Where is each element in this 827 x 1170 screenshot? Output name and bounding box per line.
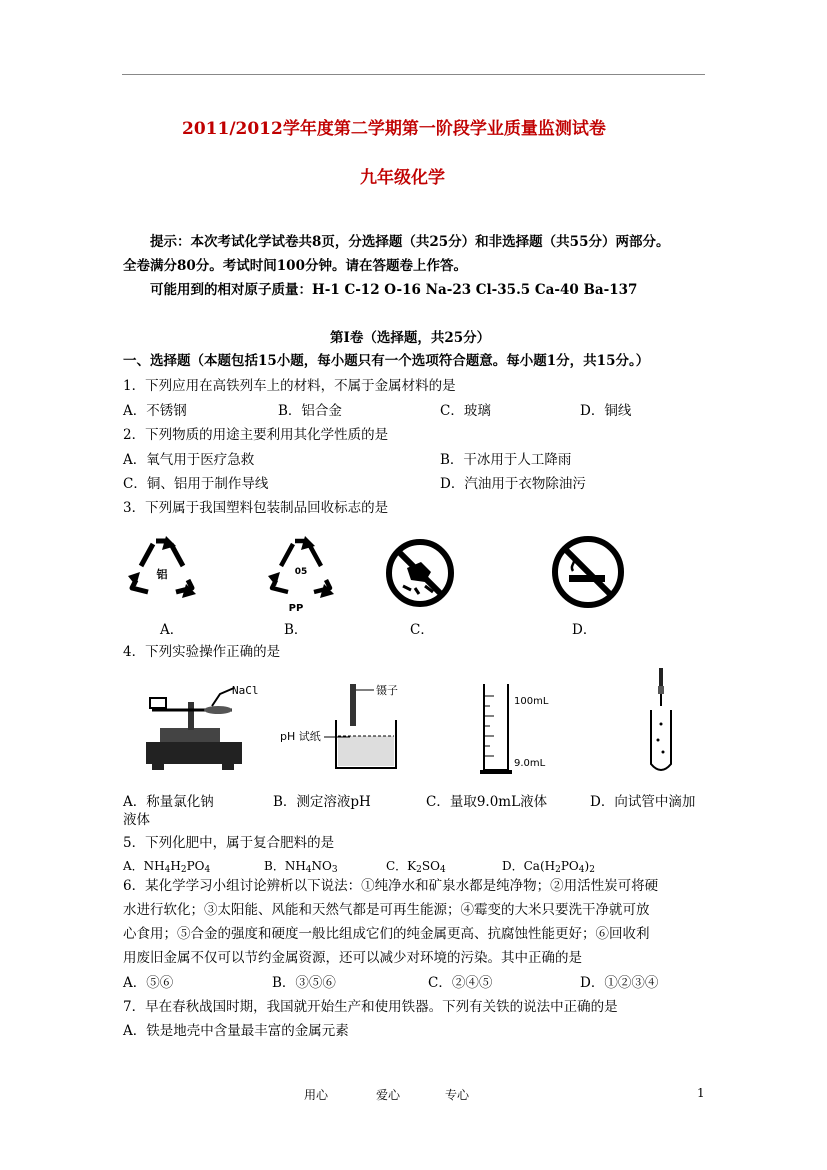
tweezers-label: 镊子: [376, 684, 398, 697]
page-title: 2011/2012学年度第二学期第一阶段学业质量监测试卷: [182, 119, 606, 139]
q3-stem: 3．下列属于我国塑料包装制品回收标志的是: [123, 500, 389, 516]
q1-option-a: A．不锈钢: [123, 403, 187, 419]
q4-stem: 4．下列实验操作正确的是: [123, 644, 281, 660]
header-rule: [122, 74, 705, 75]
q6-line1: 6．某化学学习小组讨论辨析以下说法：①纯净水和矿泉水都是纯净物；②用活性炭可将硬: [123, 878, 659, 894]
no-littering-icon: [385, 538, 455, 608]
q5-stem: 5．下列化肥中，属于复合肥料的是: [123, 835, 335, 851]
q4-option-a: A．称量氯化钠: [123, 794, 214, 810]
footer-mid: 爱心: [376, 1088, 401, 1102]
q3-option-a: A．: [160, 622, 184, 638]
q5-option-a: A．$NH_4H_2PO_4$: [123, 859, 211, 875]
q6-line3: 心食用；⑤合金的强度和硬度一般比组成它们的纯金属更高、抗腐蚀性能更好；⑥回收利: [123, 926, 650, 942]
cylinder-100ml-label: 100mL: [514, 696, 549, 707]
q1-option-d: D．铜线: [580, 403, 632, 419]
q3-option-c: C．: [410, 622, 434, 638]
page-subtitle: 九年级化学: [360, 168, 445, 188]
ph-paper-label: pH 试纸: [280, 730, 321, 743]
cylinder-9ml-label: 9.0mL: [514, 758, 546, 769]
graduated-cylinder-image: [476, 680, 566, 780]
q4-option-b: B．测定溶液pH: [273, 794, 371, 810]
q5-option-c: C．$K_2SO_4$: [386, 859, 446, 875]
footer-left: 用心: [304, 1088, 329, 1102]
ph-test-image: [278, 680, 408, 772]
section-intro: 一、选择题（本题包括15小题，每小题只有一个选项符合题意。每小题1分，共15分。）: [123, 353, 650, 369]
recycle-pp-icon: [266, 536, 336, 614]
q6-line4: 用废旧金属不仅可以节约金属资源，还可以减少对环境的污染。其中正确的是: [123, 950, 582, 966]
q4-option-d-cont: 液体: [123, 812, 150, 828]
q2-option-d: D．汽油用于衣物除油污: [440, 476, 586, 492]
section-heading: 第Ⅰ卷（选择题，共25分）: [330, 330, 491, 346]
q5-option-d: D．$Ca(H_2PO_4)_2$: [502, 859, 595, 875]
q2-option-b: B．干冰用于人工降雨: [440, 452, 572, 468]
q3-option-b: B．: [284, 622, 308, 638]
recycle-pp-label: PP: [288, 603, 304, 614]
footer-right: 专心: [445, 1088, 470, 1102]
recycle-aluminum-icon: [126, 536, 198, 602]
q6-line2: 水进行软化；③太阳能、风能和天然气都是可再生能源；④霉变的大米只要洗干净就可放: [123, 902, 650, 918]
recycle-pp-number: 05: [294, 567, 308, 577]
no-smoking-icon: [551, 535, 625, 609]
q4-option-d: D．向试管中滴加: [590, 794, 696, 810]
q2-option-c: C．铜、铝用于制作导线: [123, 476, 269, 492]
q1-stem: 1．下列应用在高铁列车上的材料，不属于金属材料的是: [123, 378, 456, 394]
q6-option-d: D．①②③④: [580, 975, 659, 991]
q6-option-a: A．⑤⑥: [123, 975, 174, 991]
notice-line1: 提示：本次考试化学试卷共8页，分选择题（共25分）和非选择题（共55分）两部分。: [150, 234, 670, 250]
balance-scale-image: [142, 680, 266, 772]
q7-stem: 7．早在春秋战国时期，我国就开始生产和使用铁器。下列有关铁的说法中正确的是: [123, 999, 618, 1015]
q4-option-c: C．量取9.0mL液体: [426, 794, 548, 810]
q2-stem: 2．下列物质的用途主要利用其化学性质的是: [123, 427, 389, 443]
q3-option-d: D．: [572, 622, 597, 638]
recycle-aluminum-label: 铝: [156, 568, 168, 581]
notice-line2: 全卷满分80分。考试时间100分钟。请在答题卷上作答。: [123, 258, 467, 274]
dropper-test-tube-image: [646, 666, 676, 778]
q1-option-c: C．玻璃: [440, 403, 491, 419]
q2-option-a: A．氧气用于医疗急救: [123, 452, 255, 468]
atomic-masses: 可能用到的相对原子质量：H-1 C-12 O-16 Na-23 Cl-35.5 Ca-40 Ba-137: [150, 282, 638, 298]
q6-option-b: B．③⑤⑥: [272, 975, 336, 991]
q6-option-c: C．②④⑤: [428, 975, 493, 991]
q1-option-b: B．铝合金: [278, 403, 342, 419]
q5-option-b: B．$NH_4NO_3$: [264, 859, 338, 875]
q7-option-a: A．铁是地壳中含量最丰富的金属元素: [123, 1023, 349, 1039]
nacl-label: NaCl: [232, 684, 259, 697]
page-number: 1: [697, 1086, 705, 1100]
